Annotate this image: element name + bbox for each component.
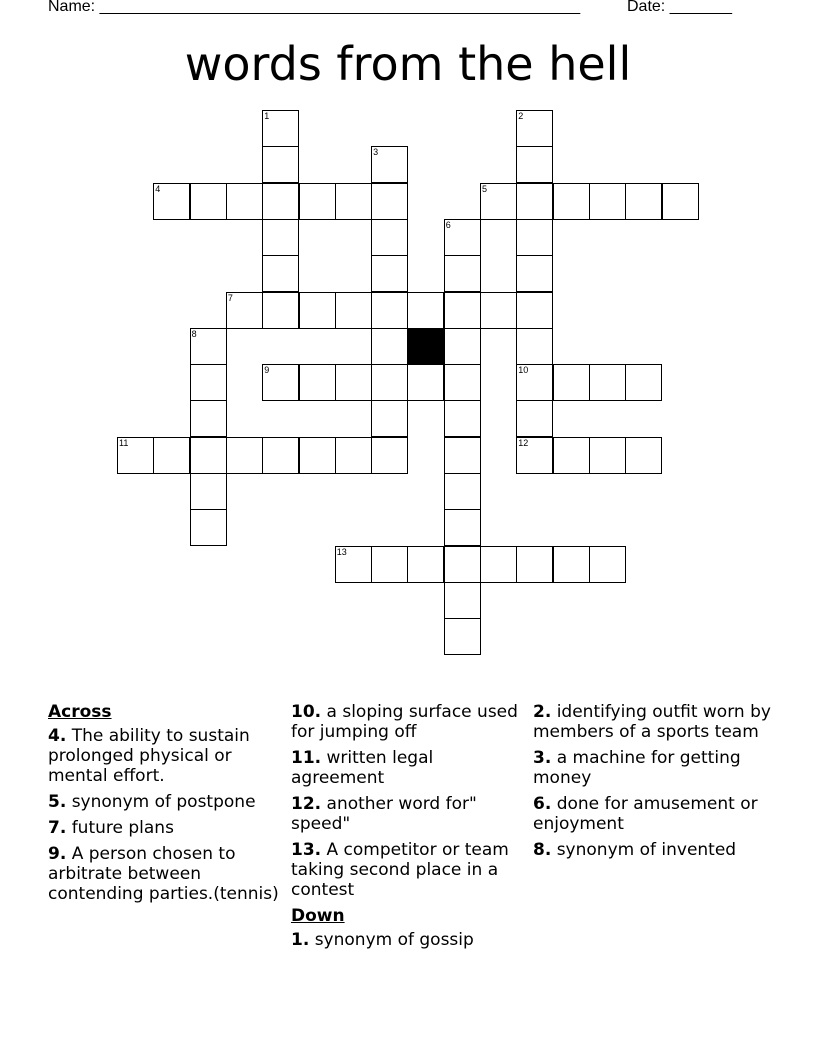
grid-cell[interactable] [589,364,626,401]
clue-item [291,840,531,900]
grid-cell[interactable] [516,400,553,437]
clue-item [533,702,773,742]
clue-number-label: 8 [191,328,197,339]
grid-cell[interactable] [190,473,227,510]
clue-number-label: 1 [264,111,270,121]
grid-cell[interactable] [516,110,553,147]
grid-cell[interactable] [371,219,408,256]
grid-cell[interactable] [262,183,299,220]
grid-cell[interactable] [262,364,299,401]
clue-number: 3. [533,748,552,768]
clue-text: a sloping surface used for jumping off [291,702,518,742]
grid-cell[interactable] [262,110,299,147]
grid-cell[interactable] [262,219,299,256]
clue-item [48,726,288,786]
clue-number-label: 5 [482,183,488,194]
blocked-cell [407,328,444,365]
clue-number-label: 11 [119,437,129,448]
grid-cell[interactable] [299,292,336,329]
clue-item [291,794,531,834]
clue-item [291,930,531,950]
grid-cell[interactable] [516,219,553,256]
clue-number: 2. [533,702,552,722]
clue-number-label: 13 [336,546,347,557]
clue-text: synonym of gossip [309,930,474,950]
grid-cell[interactable] [589,437,626,474]
grid-cell[interactable] [553,183,590,220]
clue-number: 4. [48,726,67,746]
clues-column-2 [291,702,531,956]
grid-cell[interactable] [335,546,372,583]
grid-cell[interactable] [625,437,662,474]
grid-cell[interactable] [444,255,481,292]
clue-number-label: 3 [373,147,379,158]
grid-cell[interactable] [444,546,481,583]
grid-cell[interactable] [516,292,553,329]
grid-cell[interactable] [190,328,227,365]
puzzle-title: words from the hell [184,37,632,91]
grid-cell[interactable] [153,437,190,474]
clue-item [48,818,288,838]
clues-column-1 [48,702,288,910]
clue-number-label: 2 [518,111,524,121]
clue-number: 9. [48,844,67,864]
grid-cell[interactable] [262,292,299,329]
grid-cell[interactable] [226,437,263,474]
grid-cell[interactable] [444,473,481,510]
grid-cell[interactable] [444,292,481,329]
grid-cell[interactable] [444,618,481,655]
clue-list [48,726,288,904]
clue-item [533,794,773,834]
grid-cell[interactable] [371,400,408,437]
grid-cell[interactable] [371,183,408,220]
grid-cell[interactable] [516,255,553,292]
clue-text: A person chosen to arbitrate between contending parties.(tennis) [48,844,279,904]
date-field-label: Date: _______ [627,0,732,15]
grid-cell[interactable] [444,582,481,619]
clue-text: done for amusement or enjoyment [533,794,758,834]
clue-number: 12. [291,794,322,814]
clue-text: written legal agreement [291,748,434,788]
grid-cell[interactable] [153,183,190,220]
clue-number-label: 7 [227,292,233,303]
clue-item [533,748,773,788]
clue-text: A competitor or team taking second place in a contest [291,840,509,900]
clue-number-label: 6 [445,219,451,230]
clue-text: identifying outfit worn by members of a sports team [533,702,771,742]
clue-number: 6. [533,794,552,814]
clue-number-label: 4 [155,183,161,194]
grid-cell[interactable] [444,437,481,474]
grid-cell[interactable] [625,364,662,401]
grid-cell[interactable] [516,437,553,474]
grid-cell[interactable] [262,255,299,292]
grid-cell[interactable] [444,364,481,401]
grid-cell[interactable] [190,364,227,401]
clue-list [291,930,531,950]
grid-cell[interactable] [589,183,626,220]
grid-cell[interactable] [516,364,553,401]
clue-number: 10. [291,702,322,722]
grid-cell[interactable] [444,328,481,365]
grid-cell[interactable] [299,437,336,474]
grid-cell[interactable] [299,183,336,220]
clue-text: synonym of postpone [66,792,256,812]
across-heading: Across [48,702,112,722]
clue-number: 1. [291,930,310,950]
grid-cell[interactable] [226,292,263,329]
grid-cell[interactable] [335,364,372,401]
grid-cell[interactable] [444,509,481,546]
grid-cell[interactable] [625,183,662,220]
clue-number-label: 12 [518,437,529,448]
clue-number: 11. [291,748,322,768]
grid-cell[interactable] [335,183,372,220]
name-field-label: Name: ______________________________________________________ [48,0,581,15]
clue-text: another word for" speed" [291,794,477,834]
grid-cell[interactable] [299,364,336,401]
grid-cell[interactable] [553,364,590,401]
clues-column-3 [533,702,773,866]
grid-cell[interactable] [516,546,553,583]
clue-list [533,702,773,860]
grid-cell[interactable] [371,255,408,292]
clue-number: 5. [48,792,67,812]
grid-cell[interactable] [371,364,408,401]
clue-list [291,702,531,900]
grid-cell[interactable] [480,546,517,583]
grid-cell[interactable] [480,183,517,220]
grid-cell[interactable] [407,292,444,329]
clue-item [48,792,288,812]
clue-text: The ability to sustain prolonged physical or mental effort. [48,726,250,786]
clue-number: 13. [291,840,322,860]
grid-cell[interactable] [335,292,372,329]
clue-item [48,844,288,904]
clue-item [533,840,773,860]
clue-number-label: 9 [264,365,270,376]
clue-text: future plans [66,818,174,838]
clue-item [291,702,531,742]
grid-cell[interactable] [589,546,626,583]
grid-cell[interactable] [226,183,263,220]
grid-cell[interactable] [190,437,227,474]
grid-cell[interactable] [371,292,408,329]
grid-cell[interactable] [371,146,408,183]
grid-cell[interactable] [190,400,227,437]
grid-cell[interactable] [516,328,553,365]
grid-cell[interactable] [117,437,154,474]
grid-cell[interactable] [262,146,299,183]
grid-cell[interactable] [662,183,699,220]
grid-cell[interactable] [407,364,444,401]
grid-cell[interactable] [516,183,553,220]
grid-cell[interactable] [444,219,481,256]
grid-cell[interactable] [190,509,227,546]
clue-item [291,748,531,788]
grid-cell[interactable] [407,546,444,583]
clue-number-label: 10 [518,365,529,376]
grid-cell[interactable] [444,400,481,437]
grid-cell[interactable] [553,437,590,474]
clue-text: synonym of invented [551,840,737,860]
grid-cell[interactable] [262,437,299,474]
grid-cell[interactable] [371,546,408,583]
grid-cell[interactable] [553,546,590,583]
down-heading: Down [291,906,345,926]
grid-cell[interactable] [190,183,227,220]
clue-number: 7. [48,818,67,838]
grid-cell[interactable] [516,146,553,183]
grid-cell[interactable] [480,292,517,329]
grid-cell[interactable] [371,328,408,365]
clue-number: 8. [533,840,552,860]
clue-text: a machine for getting money [533,748,741,788]
grid-cell[interactable] [371,437,408,474]
grid-cell[interactable] [335,437,372,474]
